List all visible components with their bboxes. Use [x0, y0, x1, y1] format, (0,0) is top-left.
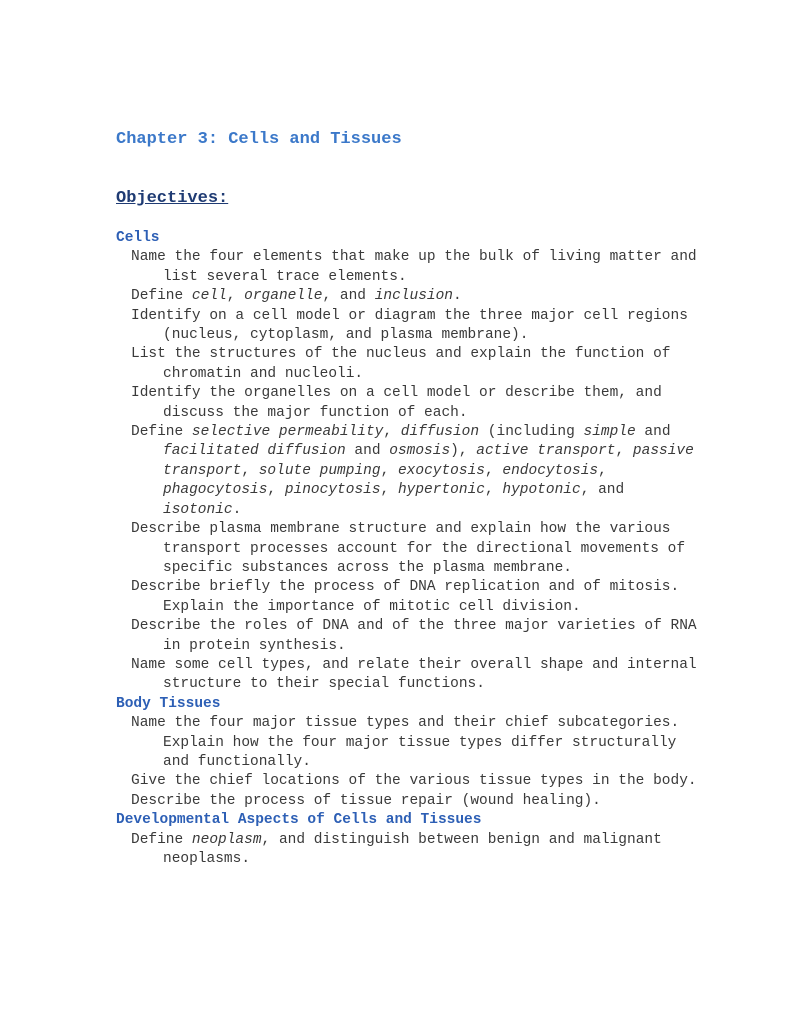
objective-item: Identify the organelles on a cell model or describe them, and discuss the major function of each. — [131, 385, 662, 421]
objective-item: Identify on a cell model or diagram the three major cell regions (nucleus, cytoplasm, and plasma membrane). — [131, 307, 688, 344]
chapter-title: Chapter 3: Cells and Tissues — [116, 130, 402, 149]
objective-item: Describe the roles of DNA and of the three major varieties of RNA in protein synthesis. — [131, 618, 697, 654]
objective-item: Define neoplasm, and distinguish between benign and malignant neoplasms. — [131, 831, 662, 867]
objective-item: Describe briefly the process of DNA replication and of mitosis. Explain the importance of mitotic cell division. — [131, 579, 680, 615]
objective-item: Define selective permeability, diffusion (including simple and facilitated diffusion and osmosis), active transport, passive transport, solute pumping, exocytosis, endocytosis, phagocytosis, pinocytosis, hypertonic, hypotonic, and isotonic. — [131, 424, 694, 518]
objective-item: Name the four major tissue types and their chief subcategories. Explain how the four major tissue types differ structurally and functionally. — [131, 715, 680, 770]
objective-item: Name some cell types, and relate their overall shape and internal structure to their special functions. — [131, 656, 697, 693]
objective-item: Describe the process of tissue repair (wound healing). — [131, 792, 601, 809]
objective-item: Name the four elements that make up the bulk of living matter and list several trace elements. — [131, 249, 697, 285]
objectives-heading: Objectives: — [116, 189, 229, 208]
objectives-list — [116, 229, 696, 869]
objective-item: Describe plasma membrane structure and explain how the various transport processes account for the directional movements of specific substances across the plasma membrane. — [131, 521, 686, 576]
section-heading: Developmental Aspects of Cells and Tissues — [116, 812, 482, 829]
section-heading: Cells — [116, 230, 160, 246]
objective-item: Define cell, organelle, and inclusion. — [131, 288, 462, 305]
section-heading: Body Tissues — [116, 695, 221, 712]
objective-item: List the structures of the nucleus and explain the function of chromatin and nucleoli. — [131, 346, 671, 382]
objective-item: Give the chief locations of the various tissue types in the body. — [131, 773, 697, 790]
